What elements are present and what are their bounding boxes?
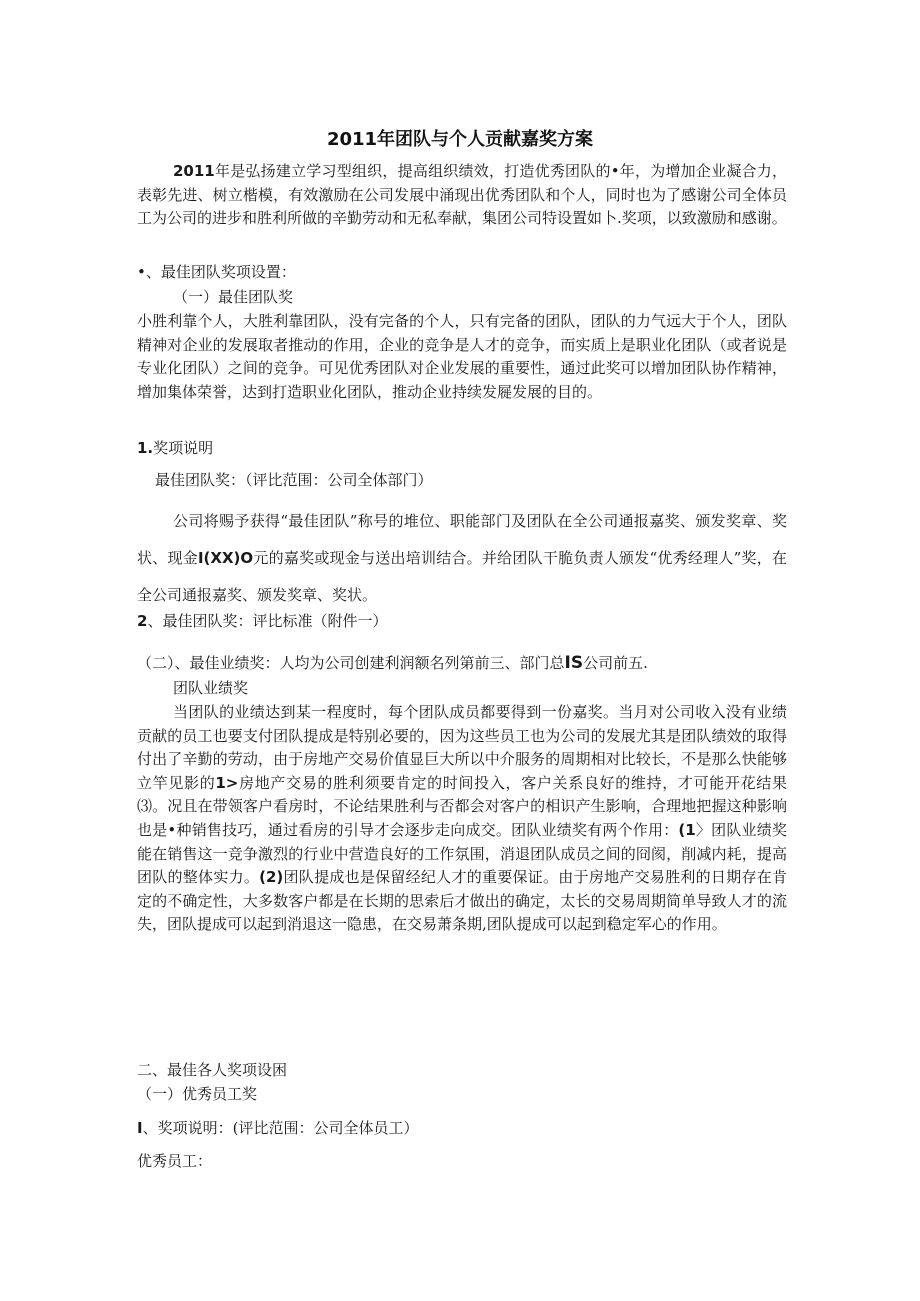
item1-label: 奖项说明 — [153, 439, 214, 457]
item2-num: 2 — [137, 612, 148, 630]
para2-b1: 1> — [215, 773, 239, 792]
para2-t2: 房地产交易的胜利须要肯定的时间投入，客户关系良好的维持，才可能开花结果⑶。况且在带领客户看房时，不论结果胜利与否都会对客户的相识产生影响，合理地把握这种影响也是•种销售技巧，通过看房的引导才会逐步走向成交。团队业绩奖有两个作用： — [137, 773, 787, 839]
doc-title: 2011年团队与个人贡献嘉奖方案 — [326, 129, 594, 150]
section1-item1 — [137, 437, 787, 461]
para2-b2: (1 — [678, 820, 696, 839]
section2-heading: 二、最佳各人奖项设困 — [137, 1061, 288, 1079]
item2-label: 、最佳团队奖：评比标准（附件一） — [147, 612, 388, 630]
intro-paragraph — [137, 160, 787, 231]
sub2-pre: （二）、最佳业绩奖：人均为公司创建利润额名列第前三、部门总 — [137, 654, 565, 672]
section2-label: 优秀员工： — [137, 1152, 213, 1170]
section1-heading: •、最佳团队奖项设置： — [137, 263, 296, 281]
item1-desc — [137, 503, 787, 614]
item1-num: 1. — [137, 439, 154, 457]
para2-t1: 当团队的业绩达到某一程度时，每个团队成员都要得到一份嘉奖。当月对公司收入没有业绩贡献的员工也要支付团队提成是特别必要的，因为这些员工也为公司的发展尤其是团队绩效的取得付出了辛勤的劳动，由于房地产交易价值显巨大所以中介服务的周期相对比较长，不是那么快能够立竿见影的 — [137, 703, 787, 792]
para2-b3: (2) — [259, 868, 284, 887]
para2-t3: 〉团队业绩奖能在销售这一竞争激烈的行业中营造良好的工作氛围，消退团队成员之间的冏阂，削减内耗，提高团队的整体实力。 — [137, 820, 787, 887]
item1-scope: 最佳团队奖：（评比范围：公司全体部门） — [155, 471, 433, 489]
sub2-post: 公司前五. — [583, 654, 648, 672]
item1-desc-post: 元的嘉奖或现金与送出培训结合。并给团队干脆负责人颁发“优秀经理人”奖，在全公司通报嘉奖、颁发奖章、奖状。 — [137, 549, 787, 604]
section1-para2 — [137, 701, 787, 937]
s2-item1-label: 、奖项说明：(评比范围：公司全体员工） — [142, 1119, 419, 1137]
para2-t4: 团队提成也是保留经纪人才的重要保证。由于房地产交易胜利的日期存在肯定的不确定性，大多数客户都是在长期的思索后才做出的确定，太长的交易周期简单导致人才的流失，团队提成可以起到消退这一隐患，在交易萧条期,团队提成可以起到稳定军心的作用。 — [137, 868, 787, 934]
item1-desc-pre: 公司将赐予获得“最佳团队”称号的堆位、职能部门及团队在全公司通报嘉奖、颁发奖章、奖状、现金 — [137, 512, 787, 567]
sub2-mark: IS — [564, 653, 584, 673]
section1-sub2 — [137, 652, 787, 676]
section1-para1: 小胜利靠个人，大胜利靠团队，没有完备的个人，只有完备的团队，团队的力气远大于个人，团队精神对企业的发展取者推动的作用，企业的竞争是人才的竞争，而实质上是职业化团队（或者说是专业化团队）之间的竞争。可见优秀团队对企业发展的重要性，通过此奖可以增加团队协作精神，增加集体荣誉，达到打造职业化团队，推动企业持续发屣发展的目的。 — [137, 312, 787, 401]
section2-sub1: （一）优秀员工奖 — [137, 1085, 258, 1103]
intro-year: 2011 — [173, 162, 215, 180]
sub2-title: 团队业绩奖 — [173, 679, 249, 697]
section2-item1 — [137, 1117, 787, 1141]
item1-desc-amount: I(XX)O — [197, 549, 254, 567]
intro-text: 年是弘扬建立学习型组织，提高组织绩效，打造优秀团队的•年，为增加企业凝合力，表彰先进、树立楷模，有效激励在公司发展中涌现出优秀团队和个人，同时也为了感谢公司全体员工为公司的进步和胜利所做的辛勤劳动和无私奉献，集团公司特设置如卜.奖项，以致激励和感谢。 — [137, 162, 787, 228]
section1-item2 — [137, 610, 787, 634]
section1-sub1: （一）最佳团队奖 — [173, 288, 294, 306]
s2-item1-num: I — [137, 1119, 143, 1137]
